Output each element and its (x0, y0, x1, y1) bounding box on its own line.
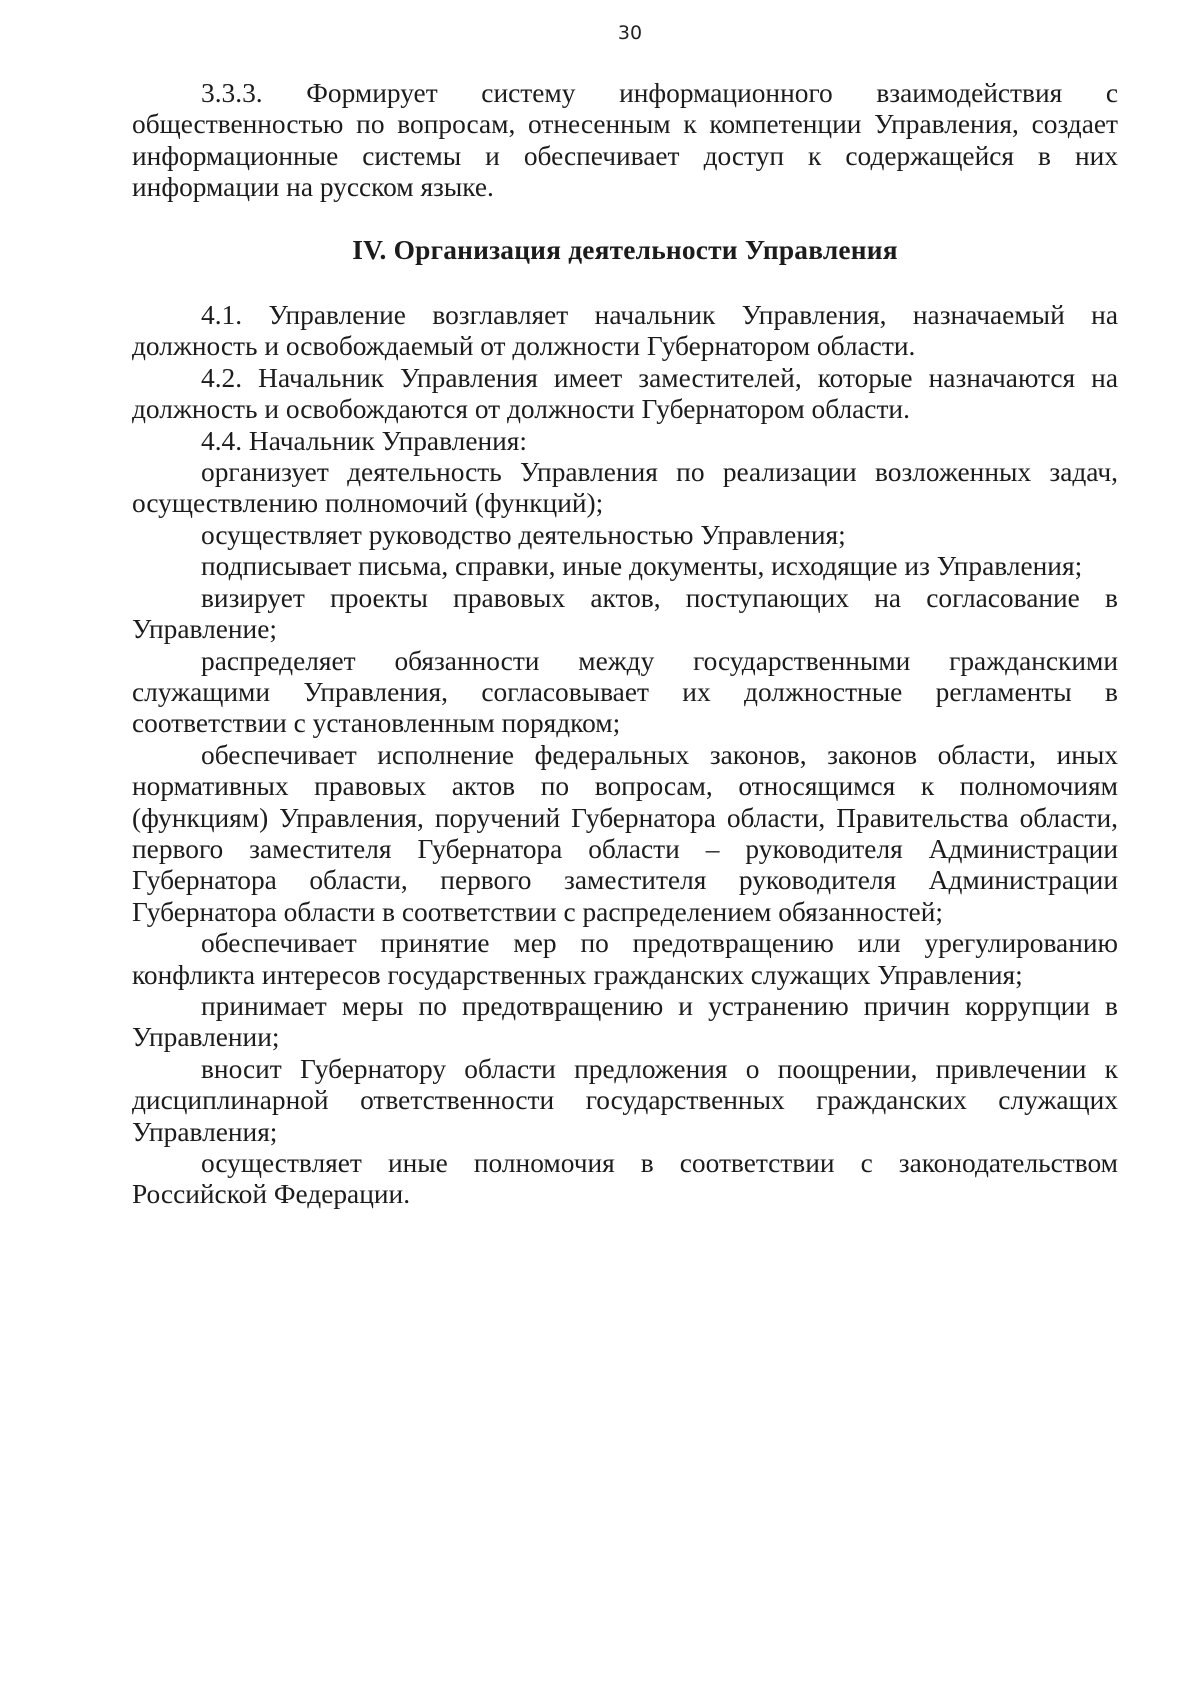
duty-item: обеспечивает исполнение федеральных законов, законов области, иных нормативных правовых актов по вопросам, относящимся к полномочиям (функциям) Управления, поручений Губернатора области, Правительства области, первого заместителя Губернатора области – руководителя Администрации Губернатора области, первого заместителя руководителя Администрации Губернатора области в соответствии с распределением обязанностей; (132, 739, 1118, 927)
document-body (132, 78, 1118, 1211)
paragraph-4-1: 4.1. Управление возглавляет начальник Управления, назначаемый на должность и освобождаемый от должности Губернатором области. (132, 300, 1118, 362)
duty-item: принимает меры по предотвращению и устранению причин коррупции в Управлении; (132, 990, 1118, 1053)
section-heading: IV. Организация деятельности Управления (352, 234, 898, 265)
duty-item: обеспечивает принятие мер по предотвращению или урегулированию конфликта интересов государственных гражданских служащих Управления; (132, 928, 1118, 990)
duty-item: осуществляет иные полномочия в соответствии с законодательством Российской Федерации. (132, 1148, 1118, 1210)
duty-item: организует деятельность Управления по реализации возложенных задач, осуществлению полномочий (функций); (132, 457, 1118, 519)
duty-item: распределяет обязанности между государственными гражданскими служащими Управления, согласовывает их должностные регламенты в соответствии с установленным порядком; (132, 645, 1118, 739)
duty-item: визирует проекты правовых актов, поступающих на согласование в Управление; (132, 582, 1118, 645)
paragraph-4-4: 4.4. Начальник Управления: (201, 425, 527, 456)
page-number: 30 (617, 22, 643, 44)
duty-item: подписывает письма, справки, иные документы, исходящие из Управления; (201, 551, 1083, 582)
paragraph-3-3-3: 3.3.3. Формирует систему информационного взаимодействия с общественностью по вопросам, отнесенным к компетенции Управления, создает информационные системы и обеспечивает доступ к содержащейся в них информации на русском языке. (132, 78, 1118, 203)
duty-item: осуществляет руководство деятельностью Управления; (201, 519, 846, 550)
duty-item: вносит Губернатору области предложения о поощрении, привлечении к дисциплинарной ответственности государственных гражданских служащих Управления; (132, 1053, 1118, 1147)
paragraph-4-2: 4.2. Начальник Управления имеет заместителей, которые назначаются на должность и освобождаются от должности Губернатором области. (132, 362, 1118, 425)
